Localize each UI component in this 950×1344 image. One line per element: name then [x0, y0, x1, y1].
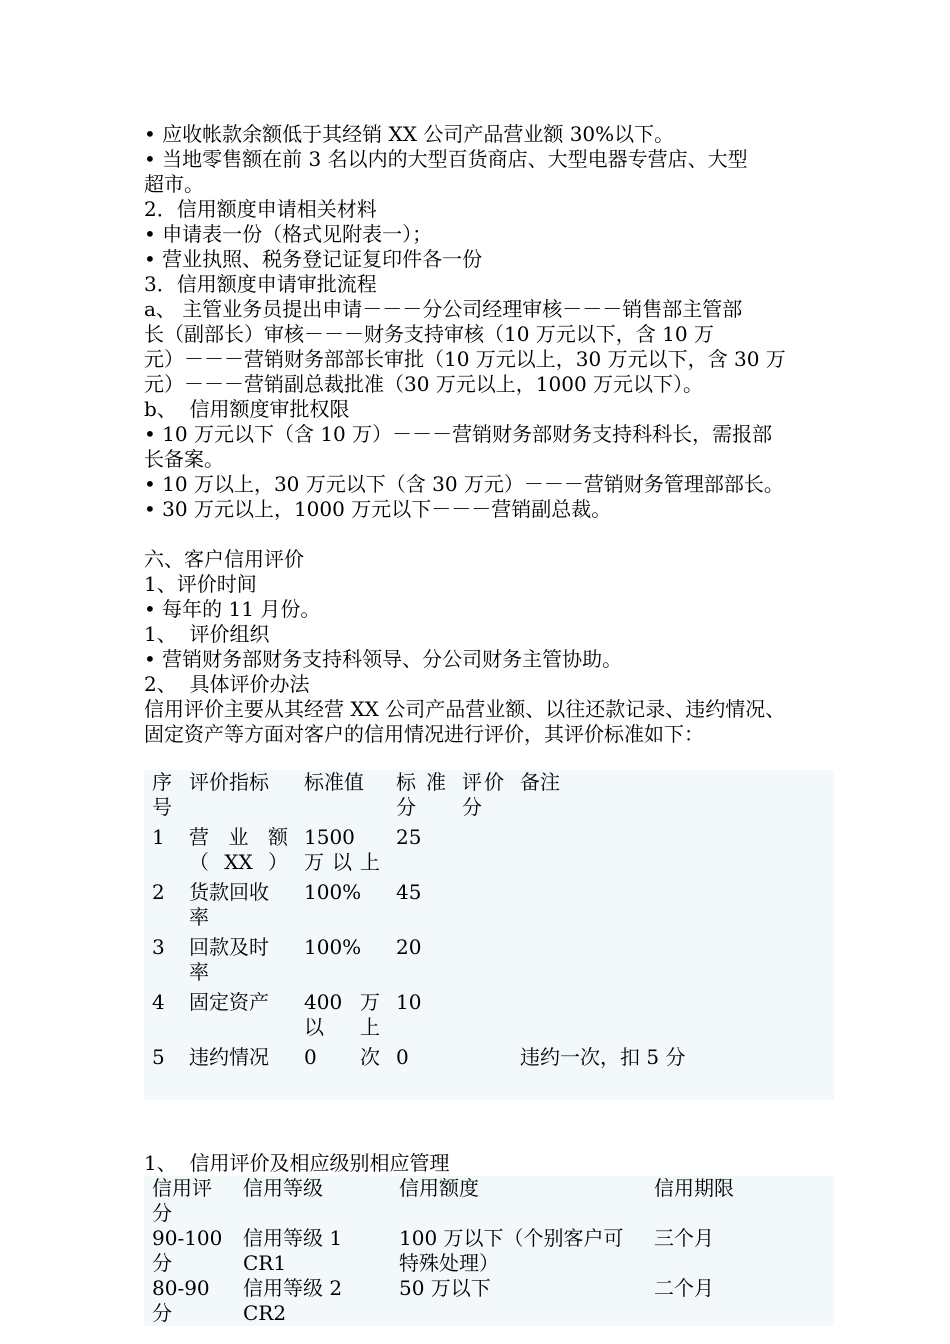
- level-management-title: 1、 信用评价及相应级别相应管理: [144, 1151, 450, 1175]
- text-line: 固定资产等方面对客户的信用情况进行评价，其评价标准如下：: [144, 722, 704, 746]
- table-row: [144, 990, 834, 1045]
- table-cell: 信用等级 1 CR1: [243, 1226, 343, 1275]
- text-line: 长（副部长）审核－－－财务支持审核（10 万元以下，含 10 万: [144, 322, 714, 346]
- table-header-cell: 信用期限: [654, 1176, 734, 1200]
- credit-level-table: [144, 1176, 834, 1326]
- table-cell: [512, 825, 834, 880]
- table-cell: 信用等级 2 CR2: [243, 1276, 343, 1325]
- table-cell: [512, 935, 834, 990]
- text-line: 1、 评价组织: [144, 622, 270, 646]
- table-header-cell: 信用额度: [399, 1176, 479, 1200]
- table-cell: [512, 880, 834, 935]
- table-cell: 100%: [304, 935, 362, 959]
- table-header-cell: 评价分: [462, 770, 504, 819]
- table-cell: 3: [152, 935, 165, 959]
- text-line: • 申请表一份（格式见附表一）；: [144, 222, 433, 246]
- table-header-row: [144, 770, 834, 825]
- table-spacer-cell: [144, 1075, 834, 1100]
- table-cell: 固定资产: [189, 990, 269, 1014]
- table-cell: [454, 1045, 512, 1075]
- table-row: [144, 1226, 834, 1276]
- table-cell: [454, 990, 512, 1045]
- credit-evaluation-section: [144, 547, 834, 747]
- text-line: • 营业执照、税务登记证复印件各一份: [144, 247, 483, 271]
- table-header-cell: 信用评分: [152, 1176, 212, 1225]
- table-cell: 三个月: [654, 1226, 714, 1250]
- table-cell: [454, 935, 512, 990]
- credit-application-section: [144, 122, 834, 522]
- text-line: 2．信用额度申请相关材料: [144, 197, 377, 221]
- text-line: 1、评价时间: [144, 572, 257, 596]
- table-row: [144, 1045, 834, 1075]
- text-line: • 应收帐款余额低于其经销 XX 公司产品营业额 30%以下。: [144, 122, 675, 146]
- text-line: • 当地零售额在前 3 名以内的大型百货商店、大型电器专营店、大型: [144, 147, 748, 171]
- table-cell: 回款及时率: [189, 935, 269, 984]
- table-header-row: [144, 1176, 834, 1226]
- table-cell: 100 万以下（个别客户可特殊处理）: [399, 1226, 624, 1275]
- text-line: 信用评价主要从其经营 XX 公司产品营业额、以往还款记录、违约情况、: [144, 697, 786, 721]
- text-line: • 每年的 11 月份。: [144, 597, 321, 621]
- table-cell: 1: [152, 825, 165, 849]
- table-row: [144, 825, 834, 880]
- table-row: [144, 1276, 834, 1326]
- text-line: • 10 万以上，30 万元以下（含 30 万元）－－－营销财务管理部部长。: [144, 472, 784, 496]
- table-cell: 25: [396, 825, 422, 849]
- table-cell: 4: [152, 990, 165, 1014]
- table-cell: 1500 万以上: [304, 825, 380, 874]
- table-cell: 400 万以上: [304, 990, 380, 1039]
- table-cell: [454, 825, 512, 880]
- table-cell: 2: [152, 880, 165, 904]
- table-cell: [454, 880, 512, 935]
- blank-line: [144, 522, 834, 547]
- table-header-cell: 信用等级: [243, 1176, 323, 1200]
- table-cell: 营业额（XX）: [189, 825, 288, 874]
- text-line: 3．信用额度申请审批流程: [144, 272, 377, 296]
- table-cell: 10: [396, 990, 422, 1014]
- table-cell: 80-90 分: [152, 1276, 210, 1325]
- text-line: 长备案。: [144, 447, 224, 471]
- table-header-cell: 标准值: [304, 770, 364, 794]
- table-header-cell: 标准分: [396, 770, 446, 819]
- text-line: b、 信用额度审批权限: [144, 397, 350, 421]
- table-header-cell: 评价指标: [189, 770, 269, 794]
- text-line: 元）－－－营销财务部部长审批（10 万元以上，30 万元以下，含 30 万: [144, 347, 786, 371]
- table-cell: 0 次: [304, 1045, 380, 1069]
- table-row: [144, 935, 834, 990]
- evaluation-standard-table: [144, 770, 834, 1100]
- table-cell: 100%: [304, 880, 362, 904]
- table-cell: 违约一次，扣 5 分: [520, 1045, 686, 1069]
- table-header-cell: 备注: [520, 770, 560, 794]
- document-page: [144, 122, 834, 1326]
- table-cell: 货款回收率: [189, 880, 269, 929]
- table-cell: 45: [396, 880, 422, 904]
- text-line: 超市。: [144, 172, 204, 196]
- text-line: 六、客户信用评价: [144, 547, 304, 571]
- text-line: a、 主管业务员提出申请－－－分公司经理审核－－－销售部主管部: [144, 297, 743, 321]
- text-line: • 10 万元以下（含 10 万）－－－营销财务部财务支持科科长，需报部: [144, 422, 773, 446]
- text-line: • 营销财务部财务支持科领导、分公司财务主管协助。: [144, 647, 623, 671]
- table-cell: 违约情况: [189, 1045, 269, 1069]
- table-row: [144, 880, 834, 935]
- table-cell: 20: [396, 935, 422, 959]
- text-line: 元）－－－营销副总裁批准（30 万元以上，1000 万元以下）。: [144, 372, 704, 396]
- text-line: • 30 万元以上，1000 万元以下－－－营销副总裁。: [144, 497, 612, 521]
- table-cell: 5: [152, 1045, 165, 1069]
- table-cell: [512, 990, 834, 1045]
- text-line: 2、 具体评价办法: [144, 672, 310, 696]
- table-spacer-row: [144, 1075, 834, 1100]
- table-cell: 50 万以下: [399, 1276, 491, 1300]
- table-header-cell: 序号: [152, 770, 172, 819]
- table-cell: 二个月: [654, 1276, 714, 1300]
- table-cell: 90-100 分: [152, 1226, 223, 1275]
- table-cell: 0: [396, 1045, 409, 1069]
